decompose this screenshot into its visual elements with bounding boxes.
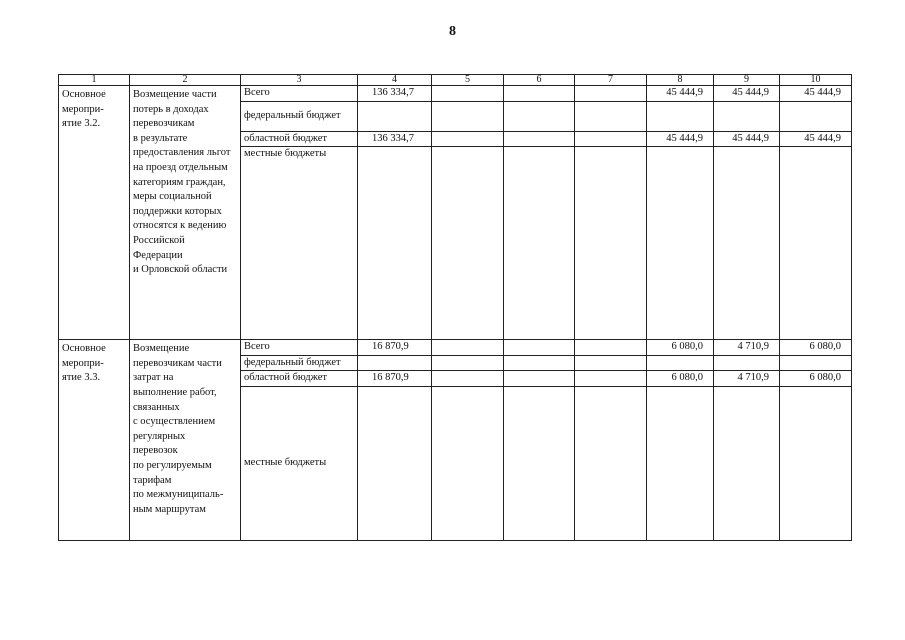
- value-cell: [714, 101, 780, 131]
- column-header: 7: [575, 75, 647, 86]
- column-header: 6: [504, 75, 575, 86]
- value-cell: 16 870,9: [358, 340, 432, 356]
- description-line: Российской: [133, 234, 185, 246]
- value-cell: 6 080,0: [647, 371, 714, 387]
- budget-table: [58, 74, 852, 541]
- value-cell: 45 444,9: [780, 86, 852, 102]
- value-cell: [504, 355, 575, 371]
- description-line: относятся к ведению: [133, 220, 227, 232]
- activity-line: Основное: [62, 343, 106, 355]
- value-cell: [432, 355, 504, 371]
- value-cell: 6 080,0: [780, 340, 852, 356]
- description-line: Федерации: [133, 249, 183, 261]
- value-cell: 6 080,0: [780, 371, 852, 387]
- description-line: и Орловской области: [133, 264, 228, 276]
- column-header: 8: [647, 75, 714, 86]
- value-cell: [575, 371, 647, 387]
- value-cell: [575, 101, 647, 131]
- value-cell: [504, 386, 575, 540]
- activity-line: Основное: [62, 89, 106, 100]
- value-cell: [504, 131, 575, 147]
- column-header: 2: [130, 75, 241, 86]
- value-cell: [780, 386, 852, 540]
- description-line: регулярных: [133, 430, 186, 442]
- value-cell: 4 710,9: [714, 340, 780, 356]
- value-cell: [780, 101, 852, 131]
- activity-line: ятие 3.3.: [62, 372, 101, 384]
- value-cell: [647, 386, 714, 540]
- activity-line: меропри-: [62, 357, 104, 369]
- value-cell: [432, 340, 504, 356]
- value-cell: [714, 147, 780, 340]
- description-cell: [130, 86, 241, 340]
- value-cell: [575, 355, 647, 371]
- description-line: ным маршрутам: [133, 503, 206, 515]
- value-cell: 136 334,7: [358, 86, 432, 102]
- value-cell: [358, 355, 432, 371]
- description-line: в результате: [133, 132, 188, 144]
- column-header: 9: [714, 75, 780, 86]
- description-line: с осуществлением: [133, 416, 216, 428]
- value-cell: [575, 386, 647, 540]
- source-name: Всего: [241, 340, 358, 356]
- value-cell: 45 444,9: [780, 131, 852, 147]
- description-line: поддержки которых: [133, 205, 222, 217]
- value-cell: [358, 386, 432, 540]
- value-cell: [647, 355, 714, 371]
- description-line: перевозок: [133, 445, 178, 457]
- value-cell: [575, 340, 647, 356]
- value-cell: [504, 147, 575, 340]
- source-name: областной бюджет: [241, 131, 358, 147]
- activity-line: меропри-: [62, 103, 104, 115]
- column-number-row: [59, 75, 852, 86]
- description-cell: [130, 340, 241, 541]
- source-name: местные бюджеты: [241, 386, 358, 540]
- value-cell: 45 444,9: [714, 131, 780, 147]
- description-line: меры социальной: [133, 191, 212, 203]
- value-cell: [647, 101, 714, 131]
- value-cell: [432, 101, 504, 131]
- value-cell: [432, 131, 504, 147]
- value-cell: [504, 340, 575, 356]
- value-cell: [714, 386, 780, 540]
- description-line: по межмуниципаль-: [133, 489, 224, 501]
- value-cell: 45 444,9: [714, 86, 780, 102]
- value-cell: 16 870,9: [358, 371, 432, 387]
- value-cell: [432, 371, 504, 387]
- description-line: на проезд отдельным: [133, 161, 228, 173]
- activity-cell: [59, 86, 130, 340]
- description-line: потерь в доходах: [133, 103, 209, 115]
- value-cell: [575, 86, 647, 102]
- column-header: 1: [59, 75, 130, 86]
- value-cell: [358, 147, 432, 340]
- column-header: 4: [358, 75, 432, 86]
- value-cell: [504, 101, 575, 131]
- value-cell: [504, 371, 575, 387]
- value-cell: [780, 147, 852, 340]
- source-name: федеральный бюджет: [241, 355, 358, 371]
- value-cell: 136 334,7: [358, 131, 432, 147]
- value-cell: [432, 386, 504, 540]
- description-line: перевозчикам: [133, 118, 195, 130]
- table-row: [59, 340, 852, 356]
- column-header: 3: [241, 75, 358, 86]
- value-cell: [575, 131, 647, 147]
- description-line: перевозчикам части: [133, 357, 222, 369]
- value-cell: [432, 147, 504, 340]
- value-cell: [647, 147, 714, 340]
- activity-line: ятие 3.2.: [62, 118, 101, 130]
- description-line: связанных: [133, 401, 180, 413]
- value-cell: [432, 86, 504, 102]
- source-name: Всего: [241, 86, 358, 102]
- value-cell: [504, 86, 575, 102]
- value-cell: 4 710,9: [714, 371, 780, 387]
- description-line: категориям граждан,: [133, 176, 226, 188]
- source-name: федеральный бюджет: [241, 101, 358, 131]
- source-name: местные бюджеты: [241, 147, 358, 340]
- source-name: областной бюджет: [241, 371, 358, 387]
- value-cell: 6 080,0: [647, 340, 714, 356]
- description-line: затрат на: [133, 372, 174, 384]
- column-header: 10: [780, 75, 852, 86]
- column-header: 5: [432, 75, 504, 86]
- table-row: [59, 86, 852, 102]
- description-line: предоставления льгот: [133, 147, 231, 159]
- description-line: Возмещение части: [133, 89, 217, 100]
- description-line: Возмещение: [133, 343, 190, 355]
- value-cell: [780, 355, 852, 371]
- page-number: 8: [449, 24, 456, 39]
- value-cell: 45 444,9: [647, 131, 714, 147]
- description-line: по регулируемым: [133, 459, 212, 471]
- activity-cell: [59, 340, 130, 541]
- value-cell: 45 444,9: [647, 86, 714, 102]
- description-line: выполнение работ,: [133, 386, 217, 398]
- description-line: тарифам: [133, 474, 172, 486]
- value-cell: [358, 101, 432, 131]
- value-cell: [575, 147, 647, 340]
- value-cell: [714, 355, 780, 371]
